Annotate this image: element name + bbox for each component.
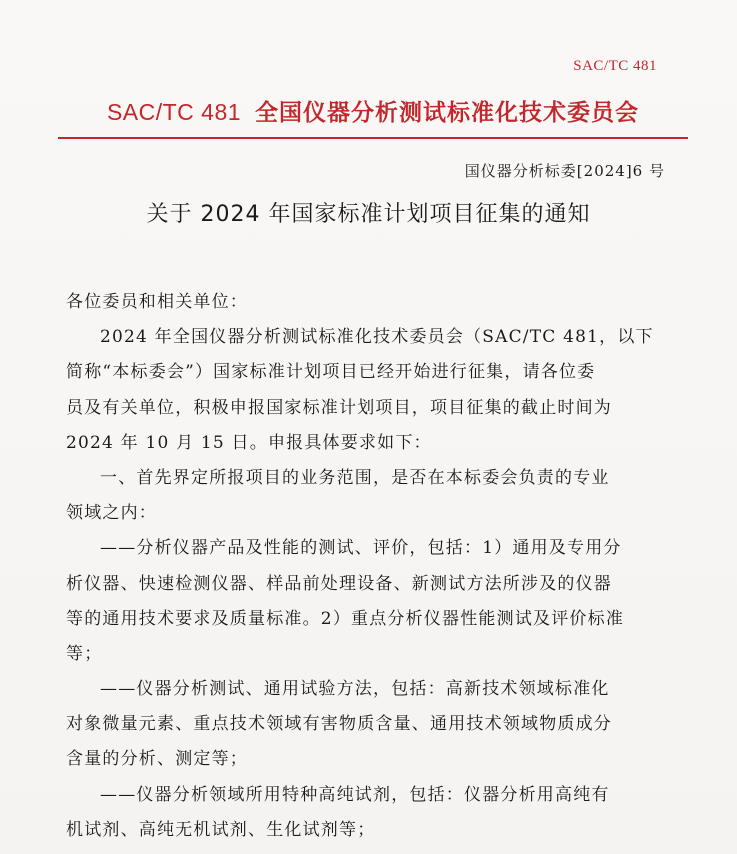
committee-code: SAC/TC 481 [106, 99, 242, 125]
committee-name: 全国仪器分析测试标准化技术委员会 [255, 100, 640, 126]
section-heading: 一、首先界定所报项目的业务范围，是否在本标委会负责的专业 [100, 467, 610, 488]
list-item: ——仪器分析领域所用特种高纯试剂，包括：仪器分析用高纯有 [100, 784, 610, 805]
body-line: 2024 年 10 月 15 日。申报具体要求如下： [66, 432, 432, 453]
body-line: 析仪器、快速检测仪器、样品前处理设备、新测试方法所涉及的仪器 [66, 573, 612, 594]
list-item: ——仪器分析测试、通用试验方法，包括：高新技术领域标准化 [100, 679, 610, 700]
header-divider [58, 137, 688, 139]
salutation: 各位委员和相关单位： [66, 292, 248, 312]
committee-header [58, 94, 688, 127]
body-line: 机试剂、高纯无机试剂、生化试剂等； [66, 819, 376, 840]
document-title: 关于 2024 年国家标准计划项目征集的通知 [146, 202, 591, 227]
list-item: ——分析仪器产品及性能的测试、评价，包括：1）通用及专用分 [100, 538, 622, 559]
body-line: 对象微量元素、重点技术领域有害物质含量、通用技术领域物质成分 [66, 714, 612, 735]
body-line: 等的通用技术要求及质量标准。2）重点分析仪器性能测试及评价标准 [66, 608, 625, 629]
body-line: 简称“本标委会”）国家标准计划项目已经开始进行征集，请各位委 [66, 362, 596, 383]
body-line: 含量的分析、测定等； [66, 749, 248, 770]
file-number: 国仪器分析标委[2024]6 号 [464, 162, 665, 180]
document-body [66, 285, 666, 848]
body-line: 员及有关单位，积极申报国家标准计划项目，项目征集的截止时间为 [66, 397, 612, 418]
document-code: SAC/TC 481 [573, 58, 657, 74]
body-line: 等； [66, 643, 103, 664]
body-line: 2024 年全国仪器分析测试标准化技术委员会（SAC/TC 481，以下 [100, 327, 654, 348]
body-line: 领域之内： [66, 503, 157, 524]
